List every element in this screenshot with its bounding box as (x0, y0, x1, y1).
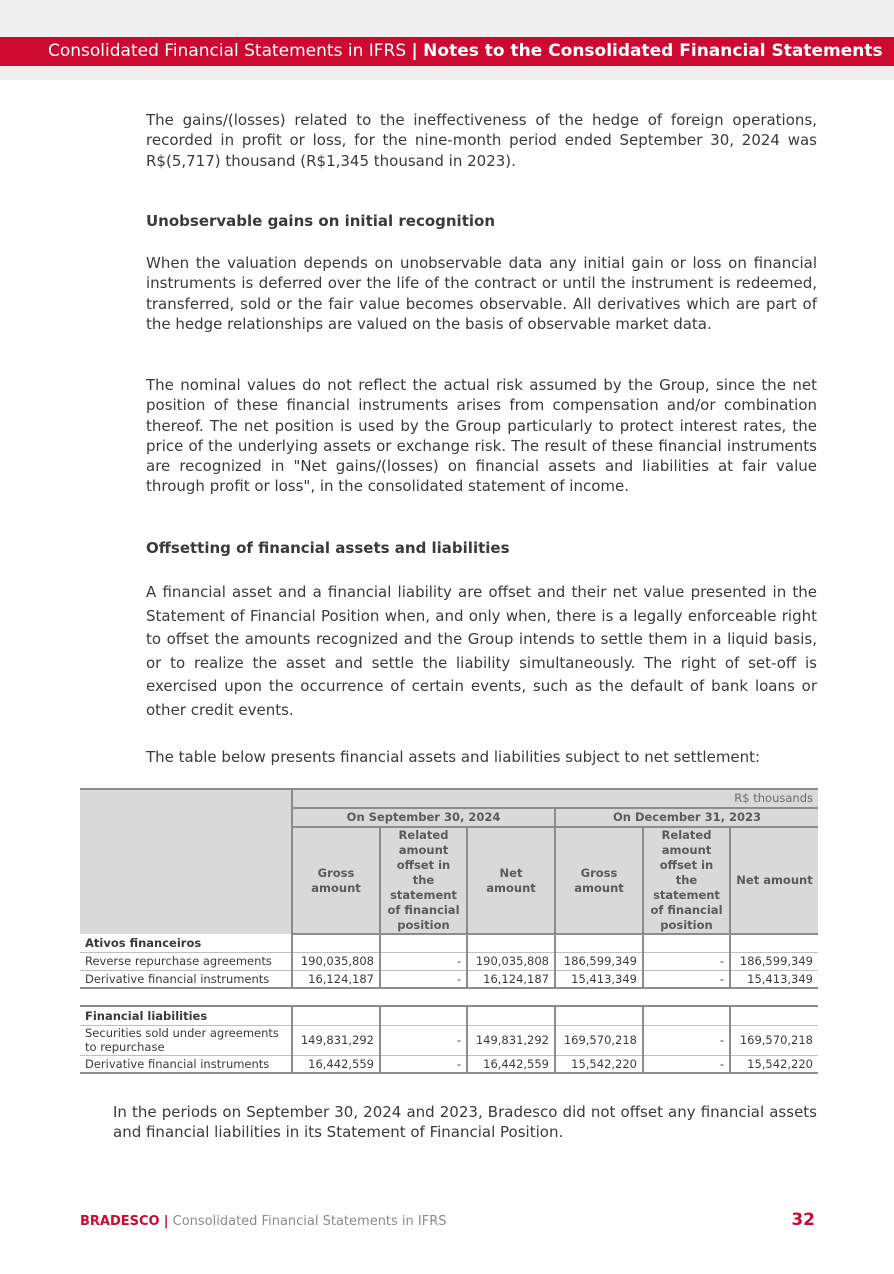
table-row (80, 1025, 818, 1055)
table-spacer-row (80, 988, 818, 1006)
paragraph-nominal-values: The nominal values do not reflect the actual risk assumed by the Group, since the net position of these financial instruments arises from compensation and/or combination thereof. The net position is used by the Group particularly to protect interest rates, the price of the underlying assets or exchange risk. The result of these financial instruments are recognized in "Net gains/(losses) on financial assets and liabilities at fair value through profit or loss", in the consolidated statement of income. (146, 376, 817, 496)
col-header-gross-2024: Gross amount (292, 827, 380, 934)
cell-value: 169,570,218 (555, 1025, 643, 1055)
paragraph-hedge-ineffectiveness: The gains/(losses) related to the ineffectiveness of the hedge of foreign operations, recorded in profit or loss, for the nine-month period ended September 30, 2024 was R$(5,717) thousand (R$1,345 thousand in 2023). (146, 111, 817, 170)
cell-value: 15,542,220 (730, 1055, 818, 1073)
paragraph-table-intro: The table below presents financial assets and liabilities subject to net settlement: (146, 748, 761, 766)
cell-value: 15,413,349 (555, 970, 643, 988)
row-label: Reverse repurchase agreements (80, 952, 292, 970)
cell-value: 190,035,808 (292, 952, 380, 970)
section-row-liabilities (80, 1006, 818, 1025)
row-label: Derivative financial instruments (80, 1055, 292, 1073)
cell-value: - (380, 952, 467, 970)
cell-value: 190,035,808 (467, 952, 555, 970)
cell-value: - (643, 952, 730, 970)
cell-value: 169,570,218 (730, 1025, 818, 1055)
heading-unobservable-gains: Unobservable gains on initial recognition (146, 212, 495, 230)
paragraph-offsetting: A financial asset and a financial liability are offset and their net value presented in the Statement of Financial Position when, and only when, there is a legally enforceable right to offset the amounts recognized and the Group intends to settle them in a liquid basis, or to realize the asset and settle the liability simultaneously. The right of set-off is exercised upon the occurrence of certain events, such as the default of bank loans or other credit events. (146, 583, 817, 719)
heading-offsetting: Offsetting of financial assets and liabilities (146, 539, 510, 557)
col-header-gross-2023: Gross amount (555, 827, 643, 934)
col-header-net-2023: Net amount (730, 827, 818, 934)
cell-value: - (643, 970, 730, 988)
cell-value: - (380, 1055, 467, 1073)
col-header-related-2024: Related amount offset in the statement of financial position (380, 827, 467, 934)
col-header-net-2024: Net amount (467, 827, 555, 934)
table-corner-cell (80, 789, 292, 934)
page-footer (80, 1214, 447, 1229)
header-section: Notes to the Consolidated Financial Statements (423, 41, 883, 61)
cell-value: - (380, 970, 467, 988)
cell-value: 15,542,220 (555, 1055, 643, 1073)
footer-separator: | (163, 1214, 169, 1229)
cell-value: 15,413,349 (730, 970, 818, 988)
header-title: Consolidated Financial Statements in IFRS (48, 41, 407, 61)
table-row (80, 1055, 818, 1073)
paragraph-unobservable-data: When the valuation depends on unobservable data any initial gain or loss on financial instruments is deferred over the life of the contract or until the instrument is redeemed, transferred, sold or the fair value becomes observable. All derivatives which are part of the hedge relationships are valued on the basis of observable market data. (146, 254, 817, 333)
cell-value: 16,124,187 (292, 970, 380, 988)
cell-value: - (643, 1055, 730, 1073)
cell-value: 186,599,349 (555, 952, 643, 970)
cell-value: - (380, 1025, 467, 1055)
row-label: Securities sold under agreements to repurchase (80, 1025, 292, 1055)
page-number: 32 (791, 1210, 815, 1230)
row-label: Derivative financial instruments (80, 970, 292, 988)
header-separator: | (411, 41, 418, 61)
period-header-2024: On September 30, 2024 (292, 808, 555, 827)
cell-value: 149,831,292 (292, 1025, 380, 1055)
cell-value: 186,599,349 (730, 952, 818, 970)
table-row (80, 970, 818, 988)
col-header-related-2023: Related amount offset in the statement of financial position (643, 827, 730, 934)
page-header-banner (0, 37, 894, 66)
offsetting-table (80, 788, 818, 1074)
cell-value: - (643, 1025, 730, 1055)
unit-label: R$ thousands (292, 789, 818, 808)
cell-value: 16,124,187 (467, 970, 555, 988)
section-row-assets (80, 934, 818, 952)
section-title-assets: Ativos financeiros (80, 934, 292, 952)
period-header-2023: On December 31, 2023 (555, 808, 818, 827)
table-row (80, 952, 818, 970)
cell-value: 149,831,292 (467, 1025, 555, 1055)
paragraph-no-offset: In the periods on September 30, 2024 and 2023, Bradesco did not offset any financial assets and financial liabilities in its Statement of Financial Position. (113, 1103, 817, 1142)
cell-value: 16,442,559 (467, 1055, 555, 1073)
section-title-liabilities: Financial liabilities (80, 1006, 292, 1025)
footer-text: Consolidated Financial Statements in IFRS (172, 1214, 447, 1229)
cell-value: 16,442,559 (292, 1055, 380, 1073)
footer-brand: BRADESCO (80, 1214, 160, 1229)
